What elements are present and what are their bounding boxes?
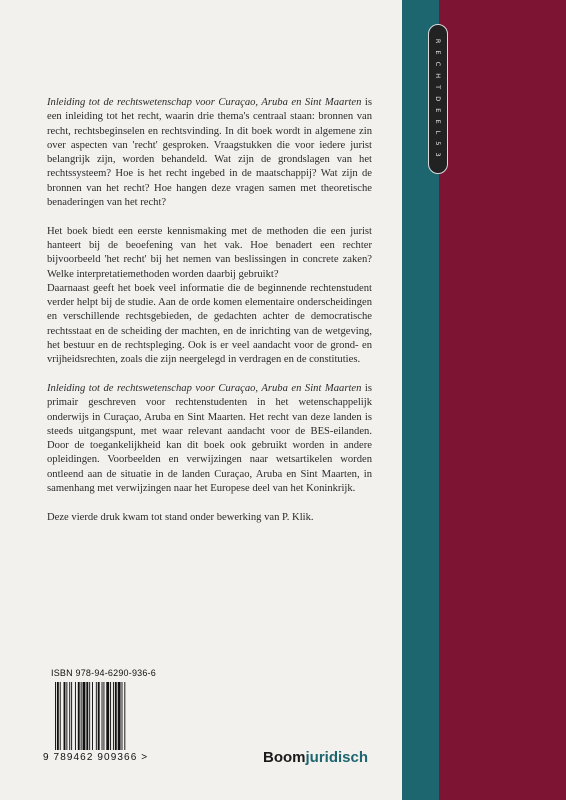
paragraph-4 [47,382,372,496]
barcode-digits: 9 789462 909366 > [43,752,149,763]
paragraph-1-text: is een inleiding tot het recht, waarin drie thema's centraal staan: bronnen van recht, rechtsbeginselen en rechtsvinding. In dit boek wordt in algemene zin over aspecten van 'recht' gesproken. Vraagstukken die voor iedere jurist belangrijk zijn, worden behandeld. Wat zijn de grondslagen van het rechtssysteem? Hoe is het recht ingebed in de maatschappij? Wat zijn de bronnen van het recht? Hoe hangen deze vragen samen met theoretische benaderingen van het recht? [47,97,372,209]
paragraph-1 [47,96,372,210]
publisher-logo: Boomjuridisch [263,749,369,766]
spine-wine-band [439,0,566,800]
isbn-label: ISBN 978-94-6290-936-6 [51,668,156,678]
paragraph-4-text: is primair geschreven voor rechtenstudenten in het wetenschappelijk onderwijs in Curaçao, Aruba en Sint Maarten. Het recht van deze landen is steeds uitgangspunt, met waar relevant aandacht voor de BES-eilanden. Door de toegankelijkheid kan dit boek ook gebruikt worden in andere opleidingen. Voorbeelden en verwijzingen naar wetsartikelen worden ontleend aan de situatie in de landen Curaçao, Aruba en Sint Maarten, in samenhang met verwijzingen naar het Europese deel van het Koninkrijk. [47,382,372,495]
paragraph-2: Het boek biedt een eerste kennismaking met de methoden die een jurist hanteert bij de beoefening van het vak. Hoe benadert een rechter bijvoorbeeld 'het recht' bij het nemen van beslissingen in concrete zaken? Welke interpretatiemethoden worden daarbij gebruikt? [47,225,372,280]
barcode [55,682,160,750]
book-title-italic: Inleiding tot de rechtswetenschap voor Curaçao, Aruba en Sint Maarten [47,97,362,108]
series-label [428,24,448,174]
series-label-text: R E C H T D E E L 5 3 [434,38,442,160]
paragraph-3: Daarnaast geeft het boek veel informatie die de beginnende rechtenstudent verder helpt bij de studie. Aan de orde komen elementaire onderscheidingen en verschillende rechtsgebieden, de gedachten achter de democratische rechtsstaat en de scheiding der machten, en de inrichting van de wetgeving, het bestuur en de rechtspleging. Ook is er veel aandacht voor de grond- en vrijheidsrechten, zoals die zijn neergelegd in verdragen en de constituties. [47,282,372,366]
blurb-text [47,96,372,525]
paragraph-5: Deze vierde druk kwam tot stand onder bewerking van P. Klik. [47,511,314,523]
book-title-italic: Inleiding tot de rechtswetenschap voor Curaçao, Aruba en Sint Maarten [47,382,362,394]
